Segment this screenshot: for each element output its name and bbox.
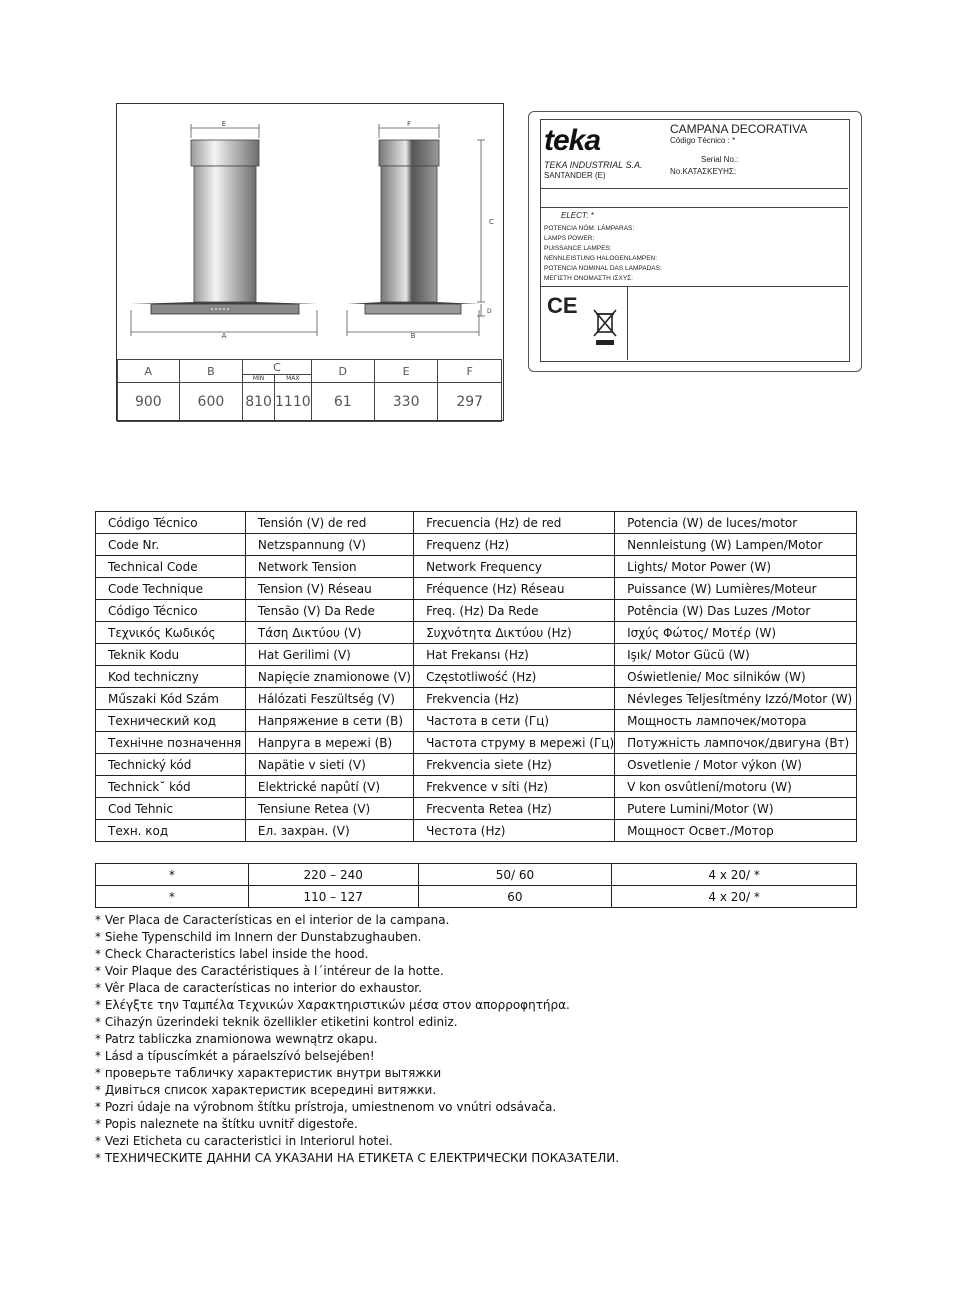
spec-cell: Elektrické napûtí (V) xyxy=(245,776,413,798)
spec-cell: V kon osvûtlení/motoru (W) xyxy=(615,776,857,798)
dim-value-b: 600 xyxy=(179,383,243,422)
spec-cell: Işık/ Motor Gücü (W) xyxy=(615,644,857,666)
spec-row xyxy=(96,512,857,534)
spec-cell: Frecuencia (Hz) de red xyxy=(414,512,615,534)
value-row xyxy=(96,864,857,886)
side-view xyxy=(347,120,494,340)
spec-cell: Potencia (W) de luces/motor xyxy=(615,512,857,534)
spec-cell: Συχνότητα Δικτύου (Hz) xyxy=(414,622,615,644)
dim-label-c: C xyxy=(489,218,494,226)
plate-power-5: ΜΕΓΙΣΤΗ ΟΝΟΜΑΣΤΗ ΙΣΧΥΣ: xyxy=(544,275,633,282)
spec-cell: Cod Tehnic xyxy=(96,798,246,820)
plate-elect: ELECT: * xyxy=(561,211,594,220)
spec-cell: Code Technique xyxy=(96,578,246,600)
plate-power-0: POTENCIA NÓM. LÁMPARAS: xyxy=(544,225,635,232)
plate-codigo: Código Técnico : * xyxy=(670,136,736,145)
note-item: * Дивіться список характеристик всередині витяжки. xyxy=(95,1083,437,1097)
spec-cell: Tension (V) Réseau xyxy=(245,578,413,600)
spec-cell: Nennleistung (W) Lampen/Motor xyxy=(615,534,857,556)
dim-label-f: F xyxy=(406,120,412,128)
spec-cell: Frekvencia siete (Hz) xyxy=(414,754,615,776)
value-cell: 110 – 127 xyxy=(248,886,418,908)
spec-row xyxy=(96,732,857,754)
dim-header-c: C xyxy=(243,360,311,375)
teka-logo: teka xyxy=(544,124,601,157)
spec-table-body xyxy=(96,512,857,842)
spec-row xyxy=(96,798,857,820)
spec-cell: Osvetlenie / Motor výkon (W) xyxy=(615,754,857,776)
dim-value-f: 297 xyxy=(438,383,502,422)
dim-header-f: F xyxy=(438,360,502,383)
spec-row xyxy=(96,600,857,622)
spec-cell: Code Nr. xyxy=(96,534,246,556)
dim-label-e: E xyxy=(221,120,227,128)
spec-row xyxy=(96,776,857,798)
spec-cell: Freq. (Hz) Da Rede xyxy=(414,600,615,622)
spec-cell: Technical Code xyxy=(96,556,246,578)
spec-cell: Napięcie znamionowe (V) xyxy=(245,666,413,688)
note-item: * Vêr Placa de características no interior do exhaustor. xyxy=(95,981,422,995)
spec-row xyxy=(96,622,857,644)
note-item: * Cihazýn üzerindeki teknik özellikler etiketini kontrol ediniz. xyxy=(95,1015,458,1029)
spec-cell: Напруга в мережі (В) xyxy=(245,732,413,754)
value-cell: 4 x 20/ * xyxy=(612,886,857,908)
spec-cell: Puissance (W) Lumières/Moteur xyxy=(615,578,857,600)
plate-power-2: PUISSANCE LAMPES: xyxy=(544,245,612,252)
spec-cell: Frequenz (Hz) xyxy=(414,534,615,556)
dim-value-c-max: 1110 xyxy=(275,383,312,422)
note-item: * Voir Plaque des Caractéristiques à l´intéreur de la hotte. xyxy=(95,964,444,978)
spec-cell: Netzspannung (V) xyxy=(245,534,413,556)
spec-cell: Мощность лампочек/мотора xyxy=(615,710,857,732)
dim-label-d: D xyxy=(487,308,492,315)
spec-cell: Putere Lumini/Motor (W) xyxy=(615,798,857,820)
spec-cell: Napätie v sieti (V) xyxy=(245,754,413,776)
spec-cell: Lights/ Motor Power (W) xyxy=(615,556,857,578)
weee-bin-icon xyxy=(593,308,617,348)
spec-cell: Technický kód xyxy=(96,754,246,776)
note-item: * Ελέγξτε την Ταμπέλα Τεχνικών Χαρακτηριστικών μέσα στον απορροφητήρα. xyxy=(95,998,570,1012)
value-cell: * xyxy=(96,886,249,908)
spec-cell: Τεχνικός Κωδικός xyxy=(96,622,246,644)
dim-value-c-min: 810 xyxy=(243,383,275,422)
spec-cell: Fréquence (Hz) Réseau xyxy=(414,578,615,600)
value-cell: 4 x 20/ * xyxy=(612,864,857,886)
spec-cell: Ισχύς Φώτος/ Μοτέρ (W) xyxy=(615,622,857,644)
spec-cell: Частота в сети (Гц) xyxy=(414,710,615,732)
spec-cell: Τάση Δικτύου (V) xyxy=(245,622,413,644)
spec-row xyxy=(96,556,857,578)
note-item: * Siehe Typenschild im Innern der Dunstabzughauben. xyxy=(95,930,422,944)
note-item: * Ver Placa de Características en el interior de la campana. xyxy=(95,913,450,927)
spec-cell: Frekvencia (Hz) xyxy=(414,688,615,710)
plate-company: TEKA INDUSTRIAL S.A. xyxy=(544,160,643,170)
hood-drawings xyxy=(117,104,503,360)
spec-cell: Potência (W) Das Luzes /Motor xyxy=(615,600,857,622)
spec-cell: Tensión (V) de red xyxy=(245,512,413,534)
spec-row xyxy=(96,710,857,732)
dim-value-a: 900 xyxy=(118,383,180,422)
spec-cell: Frekvence v síti (Hz) xyxy=(414,776,615,798)
spec-cell: Напряжение в сети (В) xyxy=(245,710,413,732)
spec-cell: Hat Frekansı (Hz) xyxy=(414,644,615,666)
note-item: * ТЕХНИЧЕСКИТЕ ДАННИ СА УКАЗАНИ НА ЕТИКЕТА С ЕЛЕКТРИЧЕСКИ ПОКАЗАТЕЛИ. xyxy=(95,1151,620,1165)
note-item: * проверьте табличку характеристик внутри вытяжки xyxy=(95,1066,442,1080)
note-item: * Vezi Eticheta cu caracteristici in Interiorul hotei. xyxy=(95,1134,393,1148)
spec-cell: Częstotliwość (Hz) xyxy=(414,666,615,688)
plate-serial-greek: No.ΚΑΤΑΣΚΕΥΗΣ: xyxy=(670,167,737,176)
spec-row xyxy=(96,666,857,688)
spec-cell: Código Técnico xyxy=(96,512,246,534)
value-cell: 50/ 60 xyxy=(418,864,612,886)
dim-header-e: E xyxy=(374,360,438,383)
dimension-drawing xyxy=(116,103,504,421)
ce-mark: CE xyxy=(547,293,578,318)
dimension-table xyxy=(117,359,502,422)
dim-label-a: A xyxy=(221,332,227,340)
plate-power-3: NENNLEISTUNG HALOGENLAMPEN: xyxy=(544,255,658,262)
value-row xyxy=(96,886,857,908)
note-item: * Check Characteristics label inside the hood. xyxy=(95,947,369,961)
dim-header-b: B xyxy=(179,360,243,383)
spec-cell: Техн. код xyxy=(96,820,246,842)
dim-c-min-label: MIN xyxy=(243,375,275,383)
rating-plate-inner xyxy=(540,119,850,362)
spec-cell: Oświetlenie/ Moc silników (W) xyxy=(615,666,857,688)
spec-cell: Teknik Kodu xyxy=(96,644,246,666)
note-item: * Popis naleznete na štítku uvnitř digestoře. xyxy=(95,1117,358,1131)
dim-header-a: A xyxy=(118,360,180,383)
spec-table xyxy=(95,511,857,842)
dim-header-d: D xyxy=(311,360,374,383)
dim-value-d: 61 xyxy=(311,383,374,422)
spec-row xyxy=(96,754,857,776)
plate-serial: Serial No.: xyxy=(701,155,739,164)
note-item: * Patrz tabliczka znamionowa wewnątrz okapu. xyxy=(95,1032,378,1046)
spec-cell: Frecventa Retea (Hz) xyxy=(414,798,615,820)
spec-cell: Hálózati Feszültség (V) xyxy=(245,688,413,710)
spec-cell: Ел. захран. (V) xyxy=(245,820,413,842)
dim-label-b: B xyxy=(410,332,416,340)
spec-row xyxy=(96,534,857,556)
values-table-body xyxy=(96,864,857,908)
plate-power-1: LAMPS POWER: xyxy=(544,235,595,242)
spec-cell: Kod techniczny xyxy=(96,666,246,688)
spec-cell: Network Tension xyxy=(245,556,413,578)
spec-cell: Tensiune Retea (V) xyxy=(245,798,413,820)
plate-city: SANTANDER (E) xyxy=(544,171,606,180)
spec-cell: Мощност Освет./Мотор xyxy=(615,820,857,842)
spec-row xyxy=(96,688,857,710)
spec-cell: Технічне позначення xyxy=(96,732,246,754)
note-item: * Pozri údaje na výrobnom štítku prístroja, umiestnenom vo vnútri odsávača. xyxy=(95,1100,557,1114)
plate-title: CAMPANA DECORATIVA xyxy=(670,122,808,136)
spec-row xyxy=(96,578,857,600)
spec-cell: Hat Gerilimi (V) xyxy=(245,644,413,666)
rating-plate xyxy=(528,111,862,372)
spec-cell: Tensão (V) Da Rede xyxy=(245,600,413,622)
spec-cell: Честота (Hz) xyxy=(414,820,615,842)
value-cell: 220 – 240 xyxy=(248,864,418,886)
spec-row xyxy=(96,820,857,842)
spec-row xyxy=(96,644,857,666)
notes-list xyxy=(95,912,619,1167)
note-item: * Lásd a típuscímkét a páraelszívó belsejében! xyxy=(95,1049,375,1063)
value-cell: 60 xyxy=(418,886,612,908)
spec-cell: Network Frequency xyxy=(414,556,615,578)
spec-cell: Technick˘ kód xyxy=(96,776,246,798)
dim-c-max-label: MAX xyxy=(275,375,312,383)
spec-cell: Névleges Teljesítmény Izzó/Motor (W) xyxy=(615,688,857,710)
value-cell: * xyxy=(96,864,249,886)
spec-cell: Műszaki Kód Szám xyxy=(96,688,246,710)
spec-cell: Потужність лампочок/двигуна (Вт) xyxy=(615,732,857,754)
front-view xyxy=(131,120,317,340)
spec-cell: Código Técnico xyxy=(96,600,246,622)
plate-power-4: POTENCIA NOMINAL DAS LAMPADAS: xyxy=(544,265,662,272)
spec-cell: Технический код xyxy=(96,710,246,732)
values-table xyxy=(95,863,857,908)
dim-value-e: 330 xyxy=(374,383,438,422)
spec-cell: Частота струму в мережі (Гц) xyxy=(414,732,615,754)
